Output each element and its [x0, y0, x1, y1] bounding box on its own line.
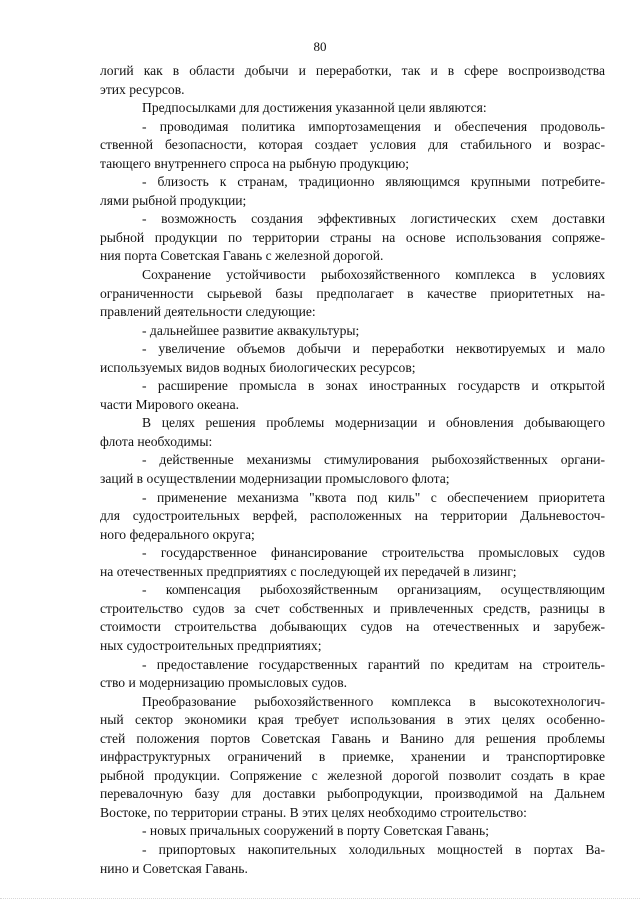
text-line: ный сектор экономики края требует использования в этих целях особенно- — [100, 712, 605, 728]
text-line: - новых причальных сооружений в порту Советская Гавань; — [142, 823, 489, 839]
body-text — [100, 62, 605, 878]
text-line: части Мирового океана. — [100, 396, 240, 412]
text-line: лями рыбной продукции; — [100, 192, 247, 208]
text-line: - близость к странам, традиционно являющимся крупными потребите- — [142, 174, 605, 190]
text-line: В целях решения проблемы модернизации и обновления добывающего — [142, 415, 605, 431]
text-line: Преобразование рыбохозяйственного комплекса в высокотехнологич- — [142, 693, 605, 709]
text-line: стей положения портов Советская Гавань и Ванино для решения проблемы — [100, 730, 605, 746]
text-line: ного федерального округа; — [100, 526, 255, 542]
text-line: ственной безопасности, которая создает условия для стабильного и возрас- — [100, 137, 605, 153]
text-line: этих ресурсов. — [100, 81, 185, 97]
text-line: логий как в области добычи и переработки, так и в сфере воспроизводства — [100, 63, 605, 78]
page-number: 80 — [313, 39, 327, 54]
text-line: рыбной продукции. Сопряжение с железной дорогой позволит создать в крае — [100, 767, 605, 783]
text-line: Сохранение устойчивости рыбохозяйственного комплекса в условиях — [142, 267, 605, 283]
text-line: - действенные механизмы стимулирования рыбохозяйственных органи- — [142, 452, 605, 468]
text-line: рыбной продукции по территории страны на основе использования сопряже- — [100, 229, 605, 245]
text-line: Предпосылками для достижения указанной цели являются: — [142, 100, 487, 116]
text-line: строительство судов за счет собственных и привлеченных средств, разницы в — [100, 600, 605, 616]
text-line: для судостроительных верфей, расположенных на территории Дальневосточ- — [100, 508, 605, 524]
text-line: - возможность создания эффективных логистических схем доставки — [142, 211, 605, 227]
text-line: - предоставление государственных гарантий по кредитам на строитель- — [142, 656, 605, 672]
bottom-scan-edge — [0, 898, 640, 900]
text-line: - припортовых накопительных холодильных мощностей в портах Ва- — [142, 841, 605, 857]
text-line: флота необходимы: — [100, 433, 213, 449]
text-line: правлений деятельности следующие: — [100, 304, 316, 320]
text-line: - расширение промысла в зонах иностранных государств и открытой — [142, 378, 605, 394]
text-line: стоимости строительства добывающих судов на отечественных и зарубеж- — [100, 619, 605, 635]
text-line: - применение механизма "квота под киль" с обеспечением приоритета — [142, 489, 605, 505]
text-line: - компенсация рыбохозяйственным организациям, осуществляющим — [142, 582, 605, 598]
text-line: перевалочную базу для доставки рыбопродукции, производимой на Дальнем — [100, 786, 605, 802]
text-line: ния порта Советская Гавань с железной дорогой. — [100, 248, 384, 264]
text-line: тающего внутреннего спроса на рыбную продукцию; — [100, 155, 409, 171]
text-line: ных судостроительных предприятиях; — [100, 637, 322, 653]
text-line: на отечественных предприятиях с последующей их передачей в лизинг; — [100, 563, 517, 579]
text-line: ство и модернизацию промысловых судов. — [100, 675, 348, 691]
text-line: - увеличение объемов добычи и переработки неквотируемых и мало — [142, 341, 605, 357]
text-line: - дальнейшее развитие аквакультуры; — [142, 322, 360, 338]
text-line: - государственное финансирование строительства промысловых судов — [142, 545, 605, 561]
text-line: ограниченности сырьевой базы предполагает в качестве приоритетных на- — [100, 285, 605, 301]
text-line: используемых видов водных биологических ресурсов; — [100, 359, 416, 375]
text-line: заций в осуществлении модернизации промыслового флота; — [100, 471, 450, 487]
text-line: нино и Советская Гавань. — [100, 860, 248, 876]
text-line: инфраструктурных ограничений в приемке, хранении и транспортировке — [100, 749, 605, 765]
text-line: Востоке, по территории страны. В этих целях необходимо строительство: — [100, 804, 527, 820]
text-line: - проводимая политика импортозамещения и обеспечения продоволь- — [142, 118, 605, 134]
